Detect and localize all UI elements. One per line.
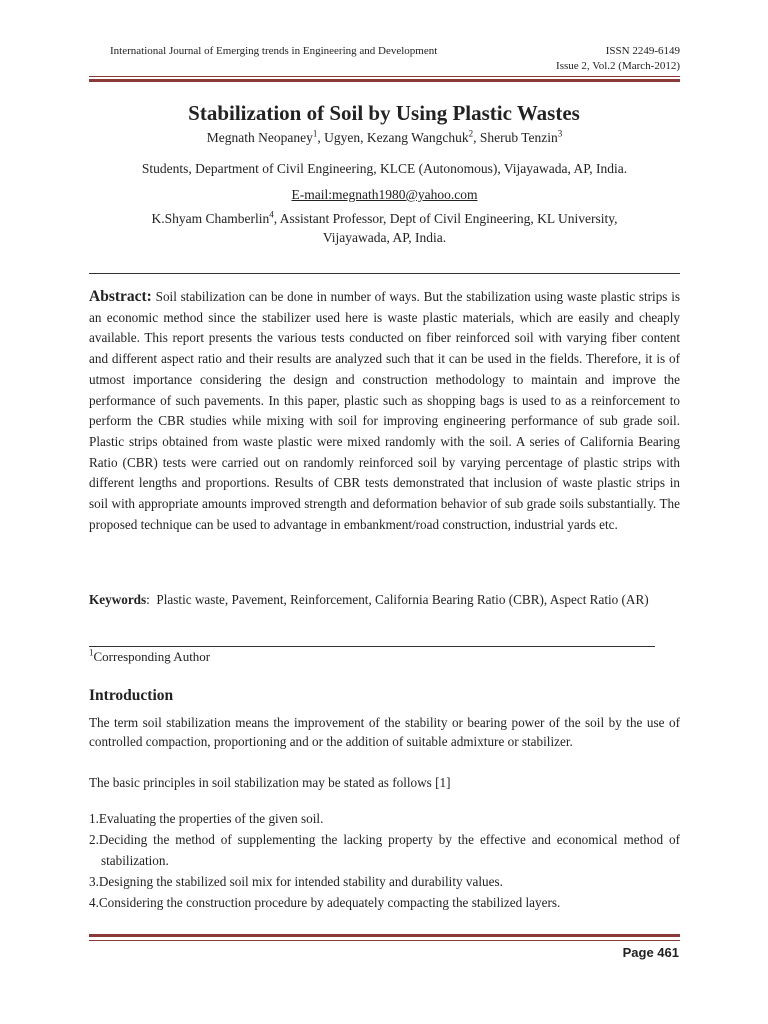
affiliation: Students, Department of Civil Engineering, KLCE (Autonomous), Vijayawada, AP, India. xyxy=(141,161,628,176)
section-divider xyxy=(89,273,680,274)
paper-title: Stabilization of Soil by Using Plastic Wastes xyxy=(188,101,580,125)
list-item: 2.Deciding the method of supplementing the lacking property by the effective and economical method of stabilization. xyxy=(89,832,680,868)
abstract-text: Soil stabilization can be done in number of ways. But the stabilization using waste plastic strips is an economic method since the stabilizer used here is waste plastic materials, which are easily and cheaply available. This report presents the various tests conducted on fiber reinforced soil with varying fiber content and different aspect ratio and their results are analyzed such that it can be used in the fields. Therefore, it is of utmost importance considering the design and construction methodology to maintain and improve the performance of such pavements. In this paper, plastic such as shopping bags is used to as a reinforcement to perform the CBR studies while mixing with soil for improving engineering performance of sub grade soil. Plastic strips obtained from waste plastic were mixed randomly with the soil. A series of California Bearing Ratio (CBR) tests were carried out on randomly reinforced soil by varying percentage of plastic strips with different lengths and proportions. Results of CBR tests demonstrated that inclusion of waste plastic strips in soil with appropriate amounts improved strength and deformation behavior of sub grade soils substantially. The proposed technique can be used to advantage in embankment/road construction, industrial yards etc. xyxy=(89,289,681,532)
header-rule-thin xyxy=(89,76,680,77)
second-author-role: , Assistant Professor, Dept of Civil Engineering, KL University, xyxy=(273,211,618,226)
list-item: 1.Evaluating the properties of the given soil. xyxy=(89,811,324,826)
list-item: 4.Considering the construction procedure by adequately compacting the stabilized layers. xyxy=(89,895,561,910)
introduction-heading: Introduction xyxy=(89,687,174,704)
second-author-location: Vijayawada, AP, India. xyxy=(322,230,447,245)
keywords-label: Keywords xyxy=(89,592,147,607)
footnote-rule xyxy=(89,646,655,647)
second-author-sup: 4 xyxy=(269,209,274,220)
page-number: Page 461 xyxy=(622,945,679,960)
keywords xyxy=(89,590,680,610)
footer-rule-thick xyxy=(89,934,680,937)
introduction-principles-lead: The basic principles in soil stabilization may be stated as follows [1] xyxy=(89,775,451,790)
author-3-sup: 3 xyxy=(557,128,563,139)
author-2: , Ugyen, Kezang Wangchuk xyxy=(317,130,469,145)
abstract xyxy=(89,287,680,535)
author-3: , Sherub Tenzin xyxy=(473,130,558,145)
author-line xyxy=(89,130,680,146)
abstract-heading: Abstract: xyxy=(89,288,152,305)
keywords-text: Plastic waste, Pavement, Reinforcement, California Bearing Ratio (CBR), Aspect Ratio (AR) xyxy=(156,592,649,607)
email-link[interactable]: E-mail:megnath1980@yahoo.com xyxy=(291,187,478,202)
second-author-name: K.Shyam Chamberlin xyxy=(151,211,270,226)
footer-rule-thin xyxy=(89,940,680,941)
header-rule-thick xyxy=(89,79,680,82)
introduction-paragraph: The term soil stabilization means the improvement of the stability or bearing power of the soil by the use of controlled compaction, proportioning and or the addition of suitable admixture or stabilizer. xyxy=(89,715,680,749)
principles-list xyxy=(89,808,680,913)
footnote-text: Corresponding Author xyxy=(93,649,211,664)
footnote xyxy=(89,649,210,665)
email-line xyxy=(89,187,680,203)
author-1-sup: 1 xyxy=(312,128,318,139)
author-1: Megnath Neopaney xyxy=(206,130,313,145)
keywords-sep: : xyxy=(146,592,150,607)
issn: ISSN 2249-6149 xyxy=(605,45,680,57)
author-2-sup: 2 xyxy=(468,128,474,139)
list-item: 3.Designing the stabilized soil mix for intended stability and durability values. xyxy=(89,874,503,889)
issue-info: Issue 2, Vol.2 (March-2012) xyxy=(556,60,680,72)
second-author-line xyxy=(89,211,680,227)
footnote-sup: 1 xyxy=(89,647,94,658)
journal-name: International Journal of Emerging trends in Engineering and Development xyxy=(110,45,438,57)
